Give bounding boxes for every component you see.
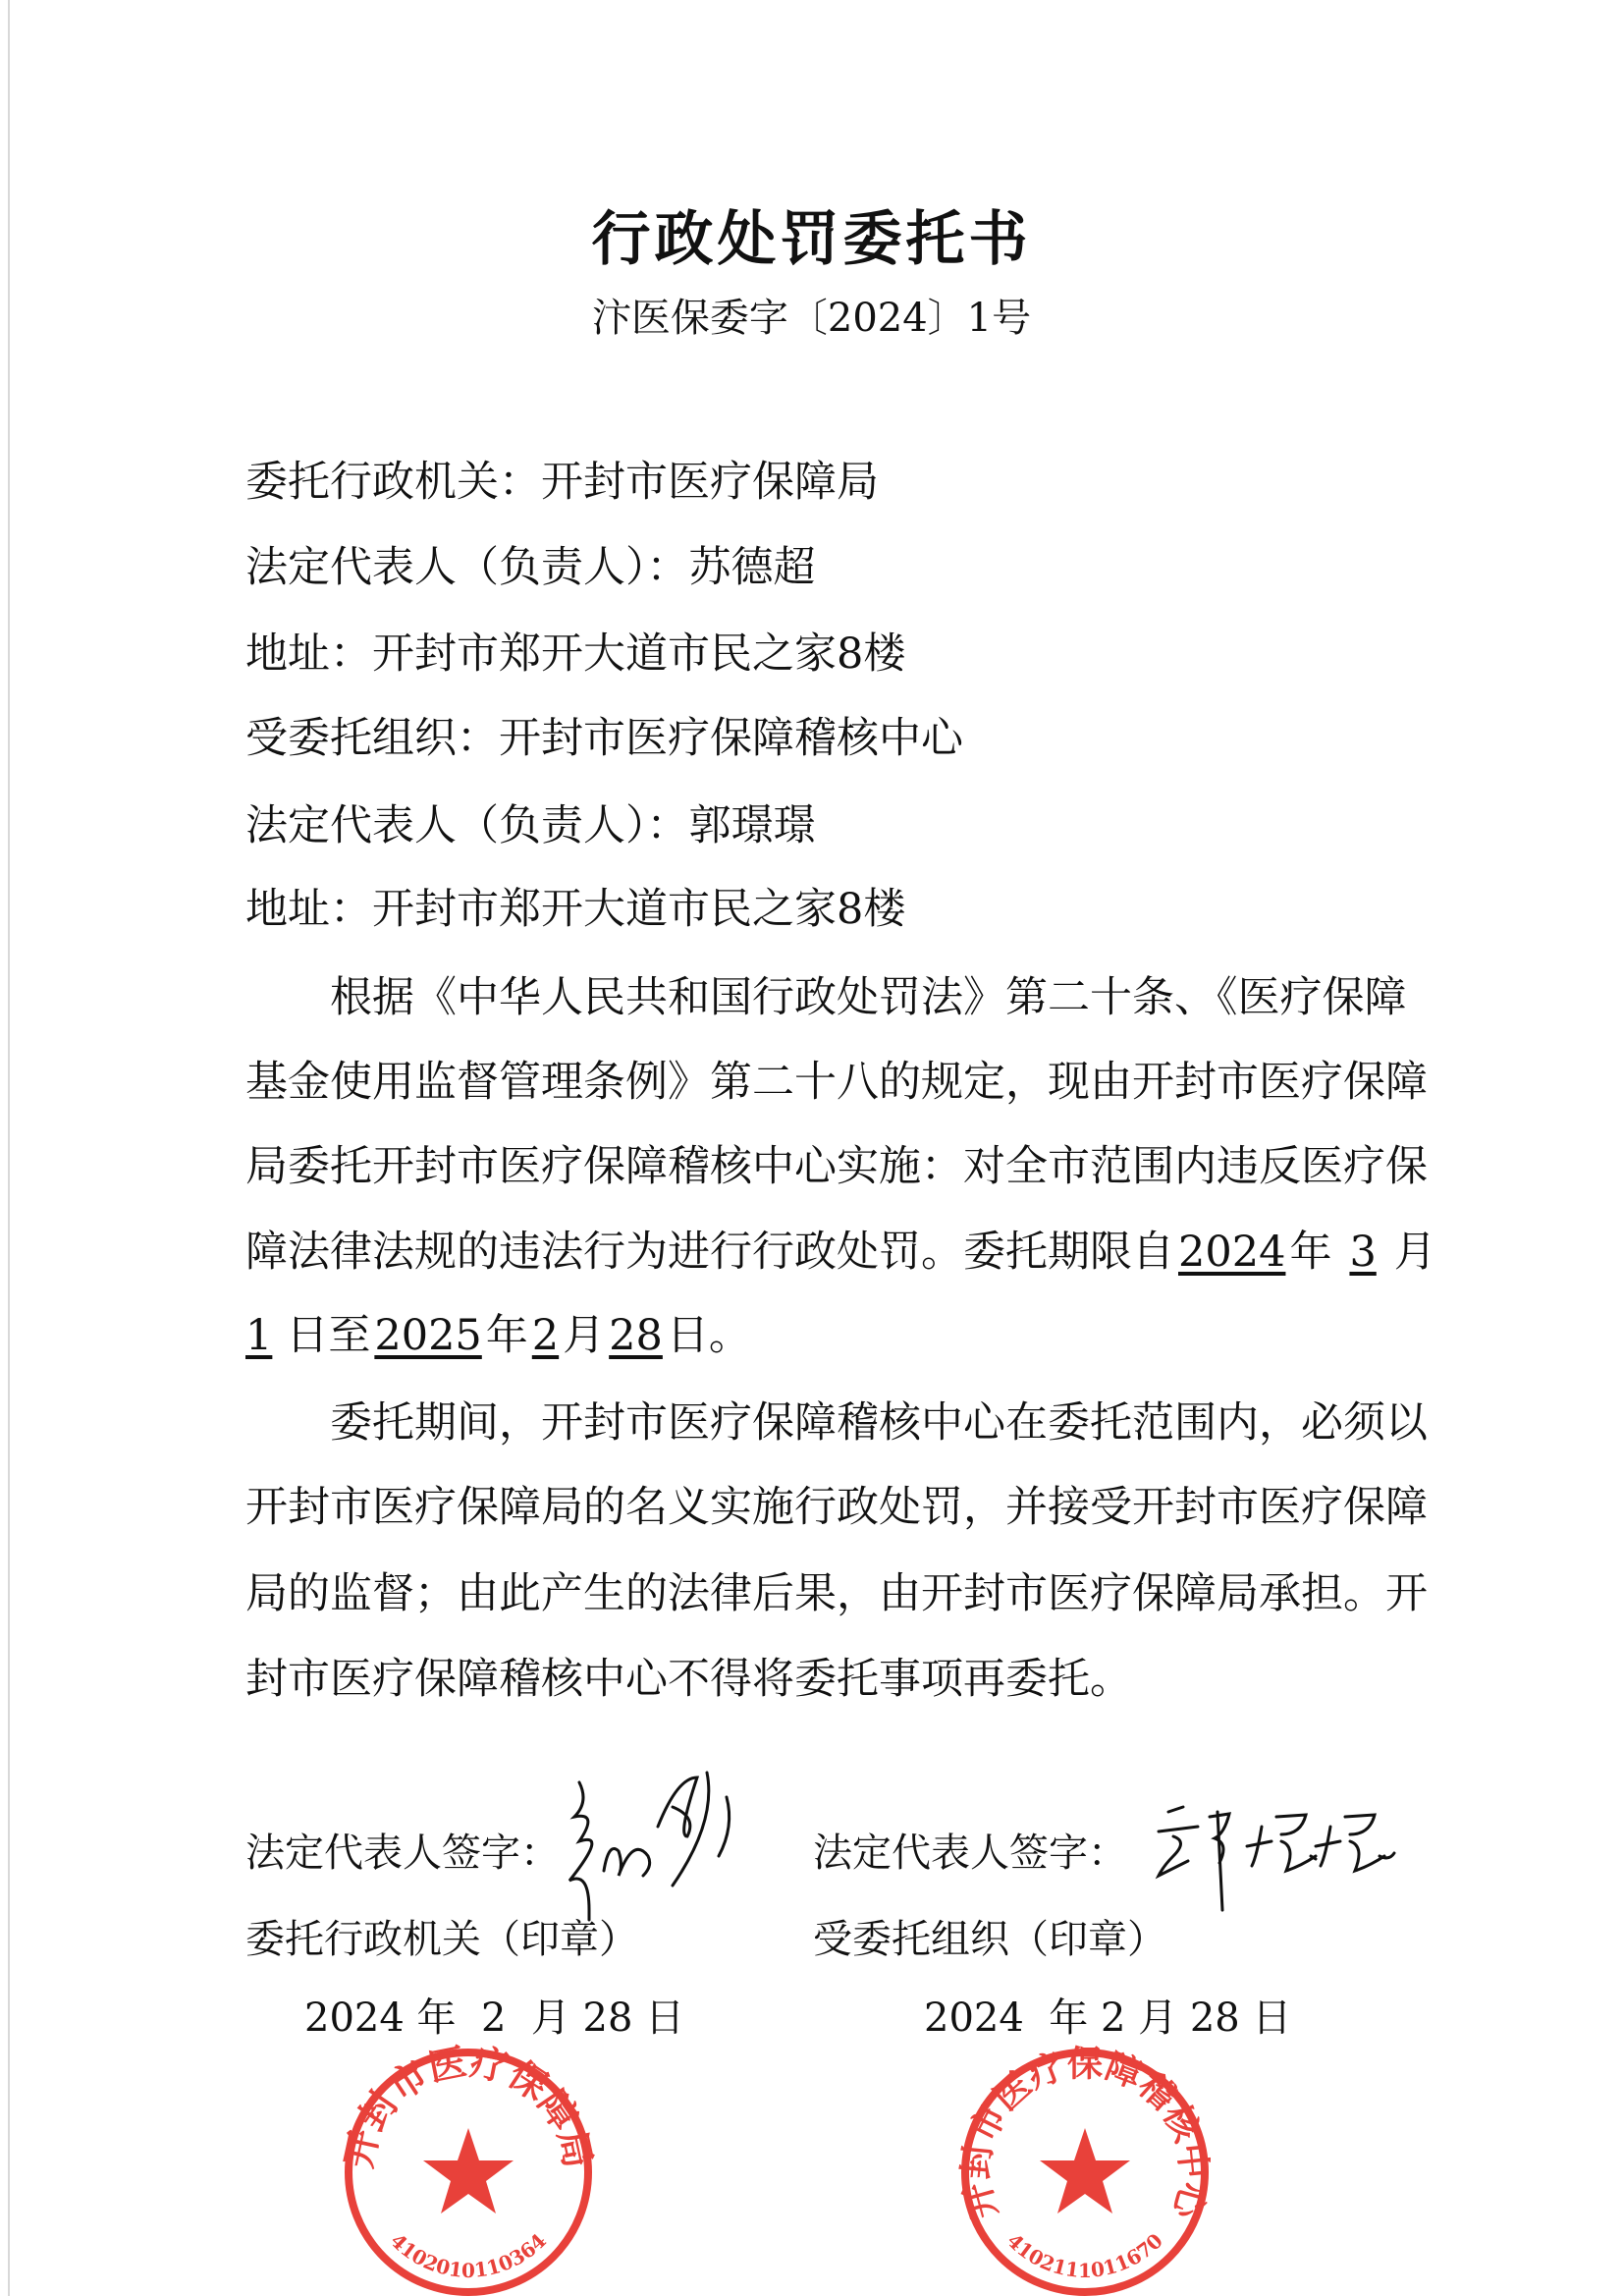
para1-line-term bbox=[245, 1227, 1436, 1278]
para1-line: 局委托开封市医疗保障稽核中心实施：对全市范围内违反医疗保 bbox=[245, 1142, 1428, 1191]
para1-line-term-end bbox=[245, 1310, 1363, 1361]
left-date: 2024 年 2 月 28 日 bbox=[304, 1995, 685, 2041]
left-seal-name: 开封市医疗保障局 bbox=[335, 2039, 602, 2172]
right-sign-label: 法定代表人签字： bbox=[813, 1831, 1127, 1876]
end-day: 28 bbox=[609, 1311, 663, 1360]
left-handwritten-signature bbox=[569, 1773, 730, 1920]
right-handwritten-signature bbox=[1159, 1807, 1394, 1910]
right-seal-code: 4102111011670 bbox=[1002, 2228, 1167, 2282]
left-seal-label: 委托行政机关（印章） bbox=[245, 1917, 638, 1962]
para2-line: 委托期间，开封市医疗保障稽核中心在委托范围内，必须以 bbox=[330, 1398, 1428, 1448]
info-entrusted-org: 受委托组织：开封市医疗保障稽核中心 bbox=[245, 714, 963, 763]
document-title: 行政处罚委托书 bbox=[591, 205, 1032, 274]
para2-line: 封市医疗保障稽核中心不得将委托事项再委托。 bbox=[245, 1655, 1132, 1704]
left-seal-code: 4102010110364 bbox=[386, 2228, 551, 2282]
para1-line: 基金使用监督管理条例》第二十八的规定，现由开封市医疗保障 bbox=[245, 1058, 1428, 1107]
start-day: 1 bbox=[245, 1311, 273, 1360]
star-icon bbox=[423, 2128, 514, 2214]
end-month: 2 bbox=[531, 1311, 560, 1360]
para2-line: 局的监督；由此产生的法律后果，由开封市医疗保障局承担。开 bbox=[245, 1569, 1428, 1618]
right-date: 2024 年 2 月 28 日 bbox=[924, 1995, 1292, 2041]
info-legal-rep-2: 法定代表人（负责人）：郭璟璟 bbox=[245, 801, 816, 850]
info-address-1: 地址：开封市郑开大道市民之家8楼 bbox=[245, 629, 906, 679]
right-seal-label: 受委托组织（印章） bbox=[813, 1917, 1166, 1962]
start-month: 3 bbox=[1349, 1228, 1377, 1277]
unit: 年 bbox=[1289, 1228, 1332, 1277]
info-address-2: 地址：开封市郑开大道市民之家8楼 bbox=[245, 885, 906, 934]
document-number: 汴医保委字〔2024〕1号 bbox=[591, 296, 1032, 341]
right-seal bbox=[955, 2043, 1215, 2292]
para1-line: 根据《中华人民共和国行政处罚法》第二十条、《医疗保障 bbox=[330, 973, 1407, 1022]
scan-edge bbox=[8, 0, 10, 2296]
para2-line: 开封市医疗保障局的名义实施行政处罚，并接受开封市医疗保障 bbox=[245, 1483, 1428, 1532]
unit: 日至 bbox=[286, 1311, 371, 1360]
start-year: 2024 bbox=[1178, 1228, 1286, 1277]
unit: 月 bbox=[563, 1311, 606, 1360]
unit: 年 bbox=[485, 1311, 528, 1360]
end-year: 2025 bbox=[374, 1311, 482, 1360]
info-entrusting-authority: 委托行政机关：开封市医疗保障局 bbox=[245, 458, 879, 507]
info-legal-rep-1: 法定代表人（负责人）：苏德超 bbox=[245, 543, 816, 592]
unit: 日。 bbox=[666, 1311, 751, 1360]
left-seal bbox=[336, 2039, 601, 2292]
left-sign-label: 法定代表人签字： bbox=[245, 1831, 560, 1876]
unit: 月 bbox=[1393, 1228, 1436, 1277]
term-text: 障法律法规的违法行为进行行政处罚。委托期限自 bbox=[245, 1228, 1174, 1277]
right-seal-name: 开封市医疗保障稽核中心 bbox=[954, 2043, 1216, 2223]
star-icon bbox=[1040, 2128, 1130, 2214]
